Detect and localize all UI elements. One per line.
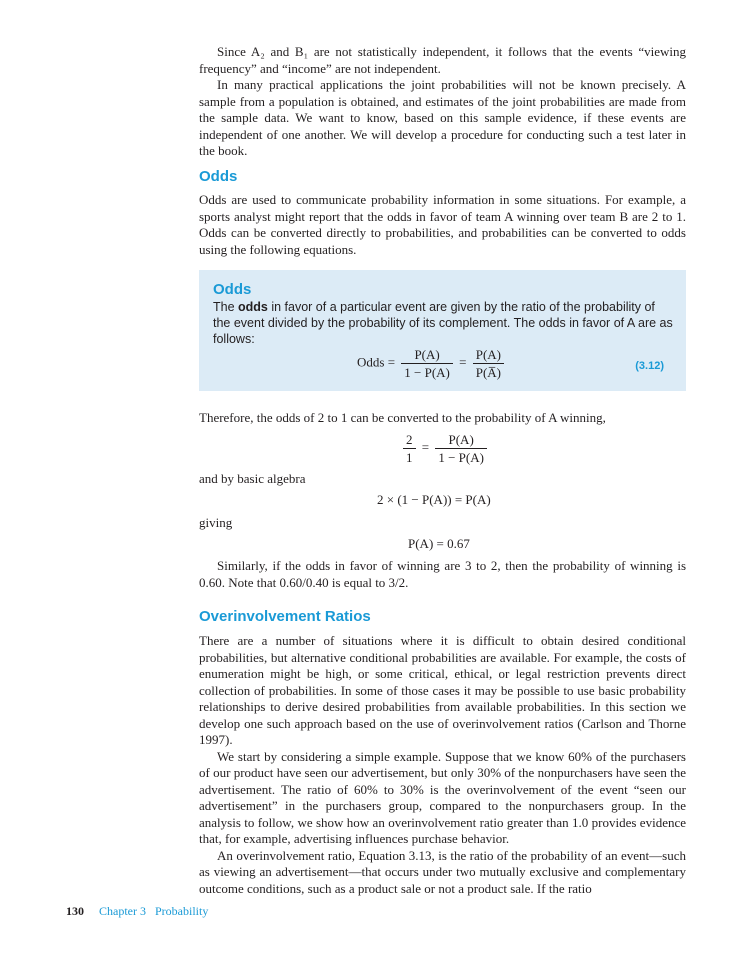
definition-box-text [213, 299, 673, 347]
equation-two-to-one-equals: = [421, 439, 430, 455]
equation-result: P(A) = 0.67 [408, 536, 470, 551]
fraction-probability-denominator: 1 − P(A) [438, 450, 484, 465]
overinvolvement-paragraph-3: An overinvolvement ratio, Equation 3.13, is the ratio of the probability of an event—such as viewing an advertisement—that occurs under two mutually exclusive and complementary outcome conditions, such as a product sale or not a product sale. If the ratio [199, 847, 686, 896]
algebra-paragraph-block [199, 471, 686, 488]
section-heading-odds: Odds [199, 168, 238, 185]
overinvolvement-section [199, 608, 686, 897]
therefore-paragraph-block [199, 410, 686, 427]
odds-section [199, 168, 686, 258]
fraction-1-numerator: P(A) [401, 347, 453, 364]
section-heading-overinvolvement: Overinvolvement Ratios [199, 608, 371, 625]
similarly-paragraph-block [199, 558, 686, 591]
equation-odds-label: Odds = [357, 354, 396, 370]
fraction-2-denominator: P(A̅) [475, 365, 502, 380]
page-number: 130 [66, 904, 84, 918]
footer-chapter: Chapter 3 [99, 904, 146, 918]
definition-text-before: The [213, 300, 239, 314]
fraction-2 [473, 347, 504, 380]
fraction-two-one-numerator: 2 [403, 432, 416, 449]
intro-paragraph-1: Since A₂ and B₁ are not statistically independent, it follows that the events “viewing frequency” and “income” are not independent. [199, 44, 686, 76]
therefore-paragraph: Therefore, the odds of 2 to 1 can be converted to the probability of A winning, [199, 410, 606, 425]
definition-term: odds [238, 300, 268, 314]
fraction-two-one-denominator: 1 [406, 450, 413, 465]
equation-odds [357, 347, 507, 380]
intro-block [199, 44, 686, 160]
fraction-2-numerator: P(A) [473, 347, 504, 364]
equation-odds-equals: = [459, 354, 467, 370]
fraction-1-denominator: 1 − P(A) [404, 365, 450, 380]
definition-text-after: in favor of a particular event are given by the ratio of the probability of the event divided by the probability of its complement. The odds in favor of A are as follows: [213, 300, 673, 346]
overinvolvement-paragraph-1: There are a number of situations where it is difficult to obtain desired conditional probabilities, but alternative conditional probabilities are available. For example, the costs of enumeration might be high, or some critical, ethical, or legal restriction prevents direct collection of probabilities. In some of those cases it may be possible to use basic probability relationships to derive desired probabilities from available probabilities. In this section we develop one such approach based on the use of overinvolvement ratios (Carlson and Thorne 1997). [199, 633, 686, 747]
fraction-probability-numerator: P(A) [435, 432, 487, 449]
page-footer [66, 904, 208, 919]
similarly-paragraph: Similarly, if the odds in favor of winning are 3 to 2, then the probability of winning is 0.60. Note that 0.60/0.40 is equal to 3/2. [199, 558, 686, 590]
giving-paragraph-block [199, 515, 686, 532]
equation-algebra: 2 × (1 − P(A)) = P(A) [377, 492, 491, 507]
fraction-probability [435, 432, 487, 465]
definition-box-title: Odds [213, 281, 252, 298]
giving-paragraph: giving [199, 515, 233, 530]
odds-paragraph: Odds are used to communicate probability information in some situations. For example, a sports analyst might report that the odds in favor of team A winning over team B are 2 to 1. Odds can be converted directly to probabilities, and probabilities can be converted to odds using the following equations. [199, 192, 686, 257]
footer-chapter-title: Probability [155, 904, 209, 918]
equation-number: (3.12) [635, 360, 664, 372]
fraction-1 [401, 347, 453, 380]
fraction-two-one [403, 432, 416, 465]
equation-two-to-one [400, 432, 490, 465]
overinvolvement-paragraph-2: We start by considering a simple example. Suppose that we know 60% of the purchasers of our product have seen our advertisement, but only 30% of the nonpurchasers have seen the advertisement. The ratio of 60% to 30% is the overinvolvement of the event “seen our advertisement” in the purchasers group, compared to the nonpurchasers group. In the analysis to follow, we show how an overinvolvement ratio greater than 1.0 provides evidence that, for example, advertising influences purchase behavior. [199, 748, 686, 846]
definition-box-odds [199, 270, 686, 391]
algebra-paragraph: and by basic algebra [199, 471, 306, 486]
intro-paragraph-2: In many practical applications the joint probabilities will not be known precisely. A sample from a population is obtained, and estimates of the joint probabilities are made from the sample data. We want to know, based on this sample evidence, if these events are independent of one another. We will develop a procedure for conducting such a test later in the book. [199, 77, 686, 158]
